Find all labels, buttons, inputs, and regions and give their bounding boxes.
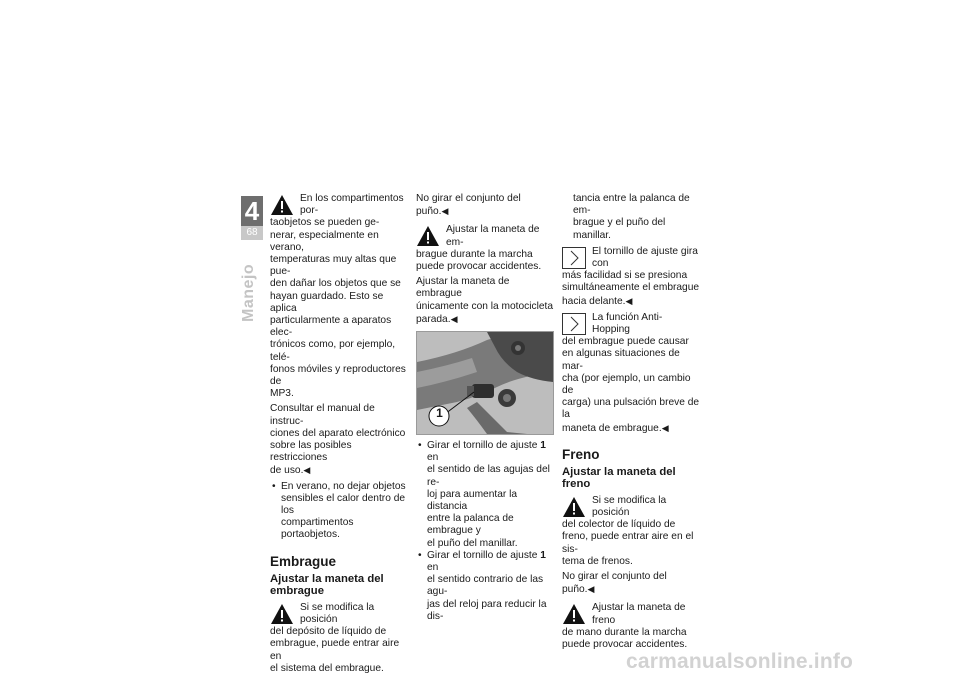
text-line: el puño del manillar.	[427, 537, 518, 549]
text-line: En verano, no dejar objetos	[281, 480, 406, 492]
text-line: embrague	[270, 585, 324, 598]
text-line: únicamente con la motocicleta	[416, 300, 554, 312]
text: en	[427, 452, 439, 464]
end-mark-icon: ◀	[441, 206, 449, 217]
warning-triangle-icon	[416, 225, 440, 247]
text-line: maneta de embrague.	[562, 422, 662, 434]
reference-number: 1	[540, 440, 546, 452]
adjust-text	[416, 276, 554, 326]
text-line: Consultar el manual de instruc-	[270, 403, 375, 427]
bullet-list	[270, 481, 408, 542]
text-line: trónicos como, por ejemplo, telé-	[270, 339, 396, 363]
warning-notice	[562, 602, 700, 651]
text-line: de uso.	[270, 465, 304, 477]
column-2	[416, 193, 554, 623]
text-line: Si se modifica la posición	[592, 494, 667, 519]
list-item	[270, 481, 408, 542]
text-line: puede provocar accidentes.	[416, 261, 542, 273]
text-line: puede provocar accidentes.	[562, 639, 688, 651]
text-line: Si se modifica la posición	[300, 601, 375, 625]
text-line: parada.	[416, 313, 451, 325]
end-mark-icon: ◀	[587, 584, 595, 595]
text-line: sensibles el calor dentro de los	[281, 492, 406, 517]
text-line: Ajustar la maneta de embrague	[416, 276, 510, 300]
warning-notice	[270, 193, 408, 400]
reference-number: 1	[540, 549, 546, 561]
subheading-ajustar-embrague	[270, 573, 408, 598]
text: Girar el tornillo de ajuste	[427, 440, 541, 452]
text-line: nerar, especialmente en verano,	[270, 229, 379, 253]
watermark: carmanualsonline.info	[626, 650, 854, 673]
warning-text	[270, 193, 408, 400]
bullet-list	[416, 440, 554, 623]
text-line: taobjetos se pueden ge-	[270, 217, 380, 229]
chapter-tab	[241, 196, 263, 240]
text-line: brague y el puño del manillar.	[573, 217, 666, 241]
text-line: en algunas situaciones de mar-	[562, 348, 680, 372]
warning-triangle-icon	[562, 496, 586, 518]
text-line: más facilidad si se presiona	[562, 270, 688, 282]
text-line: MP3.	[270, 388, 294, 400]
consult-text	[270, 403, 408, 477]
page-number: 68	[241, 226, 263, 240]
text-line: el sentido contrario de las agu-	[427, 574, 544, 598]
text: No girar el conjunto del puño.	[562, 571, 667, 596]
warning-triangle-icon	[270, 194, 294, 216]
chapter-title: Manejo	[240, 263, 257, 322]
text-line: brague durante la marcha	[416, 248, 533, 260]
text: No girar el conjunto del puño.	[416, 193, 521, 218]
text-line: del embrague puede causar	[562, 336, 689, 348]
text-line: La función Anti-Hopping	[592, 311, 663, 336]
text	[427, 440, 550, 549]
end-mark-icon: ◀	[661, 422, 669, 433]
text: Girar el tornillo de ajuste	[427, 549, 541, 561]
text-line: cha (por ejemplo, un cambio de	[562, 372, 691, 397]
subheading-ajustar-freno	[562, 466, 700, 491]
text-line: entre la palanca de embrague y	[427, 513, 514, 537]
text-line: Ajustar la maneta de em-	[446, 224, 540, 248]
warning-notice	[562, 495, 700, 568]
warning-notice	[270, 602, 408, 675]
warning-triangle-icon	[562, 603, 586, 625]
clutch-lever-photo	[416, 331, 554, 435]
text-line: el sistema del embrague.	[270, 662, 384, 674]
text-line: tancia entre la palanca de em-	[573, 193, 690, 217]
continued-text	[562, 193, 700, 242]
end-mark-icon: ◀	[450, 313, 458, 324]
text-line: hacia delante.	[562, 295, 626, 307]
text-line: el sentido de las agujas del re-	[427, 464, 550, 488]
text-line: embrague, puede entrar aire en	[270, 638, 400, 662]
text-no-girar	[416, 193, 554, 218]
warning-triangle-icon	[270, 603, 294, 625]
text-line: del colector de líquido de	[562, 519, 676, 531]
note-notice	[562, 312, 700, 435]
text-line: jas del reloj para reducir la dis-	[427, 598, 547, 622]
chapter-number: 4	[241, 196, 263, 226]
text-line: hayan guardado. Esto se aplica	[270, 290, 384, 314]
note-notice	[562, 246, 700, 308]
text-line: compartimentos portaobjetos.	[281, 517, 354, 541]
callout-number: 1	[436, 406, 443, 421]
text-line: sobre las posibles restricciones	[270, 440, 352, 464]
column-3	[562, 193, 700, 654]
text-no-girar	[562, 571, 700, 596]
text-line: particularmente a aparatos elec-	[270, 315, 392, 339]
text-line: fonos móviles y reproductores de	[270, 363, 406, 388]
text-line: carga) una pulsación breve de la	[562, 397, 700, 421]
text-line: de mano durante la marcha	[562, 626, 687, 638]
text-line: Ajustar la maneta de freno	[592, 602, 686, 626]
list-item	[416, 550, 554, 623]
text-line: temperaturas muy altas que pue-	[270, 254, 397, 278]
text-line: En los compartimentos por-	[300, 193, 404, 217]
text-line: El tornillo de ajuste gira con	[592, 245, 698, 270]
warning-notice	[416, 224, 554, 273]
text-line: Ajustar la maneta del	[562, 465, 676, 478]
note-arrow-icon	[562, 313, 586, 335]
note-arrow-icon	[562, 247, 586, 269]
end-mark-icon: ◀	[303, 465, 311, 476]
text-line: den dañar los objetos que se	[270, 278, 401, 290]
text	[427, 550, 546, 622]
text-line: freno, puede entrar aire en el sis-	[562, 531, 694, 555]
section-heading-freno: Freno	[562, 446, 600, 462]
column-1	[270, 193, 408, 678]
text-line: Ajustar la maneta del	[270, 572, 384, 585]
list-item	[416, 440, 554, 550]
end-mark-icon: ◀	[625, 295, 633, 306]
text: en	[427, 562, 439, 574]
section-heading-embrague: Embrague	[270, 553, 337, 569]
text-line: freno	[562, 478, 591, 491]
text-line: loj para aumentar la distancia	[427, 488, 518, 513]
text-line: del depósito de líquido de	[270, 626, 387, 638]
text-line: tema de frenos.	[562, 555, 633, 567]
text-line: ciones del aparato electrónico	[270, 427, 406, 439]
text-line: simultáneamente el embrague	[562, 282, 700, 294]
